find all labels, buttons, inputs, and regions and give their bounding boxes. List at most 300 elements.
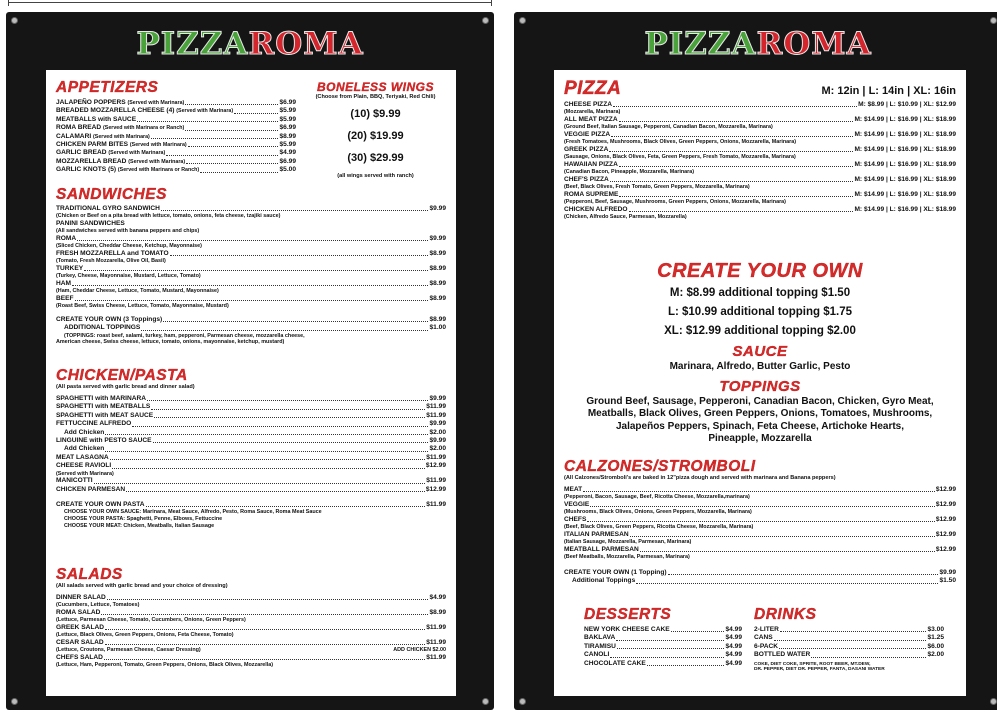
item-name (56, 124, 184, 132)
leader-dots (151, 138, 279, 139)
item-name (56, 486, 125, 494)
item-price: $8.99 (279, 132, 296, 140)
calzones-section (564, 458, 956, 586)
item-note: (Served with Marinara) (127, 100, 185, 106)
item-description: CHOOSE YOUR PASTA: Spaghetti, Penne, Elbows, Fettuccine (64, 516, 223, 523)
item-price: $9.99 (429, 420, 446, 428)
drinks-note-2: DR. PEPPER, DIET DR. PEPPER, FANTA, DASANI WATER (754, 667, 885, 673)
item-name (584, 643, 616, 651)
item-description: (Tomato, Fresh Mozzarella, Olive Oil, Basil) (56, 258, 166, 265)
pasta-row (56, 403, 446, 411)
item-price: $12.99 (935, 546, 956, 553)
item-name (754, 651, 810, 659)
menu-sheet-right (554, 70, 966, 696)
item-name (56, 609, 100, 617)
item-price: $9.99 (429, 205, 446, 212)
item-price: $12.99 (425, 485, 446, 493)
item-name (56, 454, 109, 462)
leader-dots (583, 491, 935, 492)
pizza-row (564, 131, 956, 139)
item-note: (Served with Marinara) (176, 108, 234, 115)
item-price: $2.00 (429, 445, 446, 453)
item-name (564, 516, 586, 524)
item-name (584, 634, 615, 642)
item-name-text: MEATBALLS with SAUCE (56, 115, 137, 123)
leader-dots (161, 210, 429, 211)
leader-dots (619, 196, 853, 197)
item-name (56, 205, 160, 213)
item-name-text: TIRAMISU (584, 642, 616, 650)
leader-dots (613, 106, 857, 107)
sandwich-row (56, 265, 446, 273)
leader-dots (75, 300, 429, 301)
appetizer-row (56, 124, 296, 132)
leader-dots (619, 121, 854, 122)
leader-dots (611, 136, 853, 137)
item-name (754, 634, 773, 642)
leader-dots (185, 104, 278, 105)
item-name (56, 594, 106, 602)
sandwich-group-label: PANINI SANDWICHES (56, 220, 125, 227)
item-price: $5.00 (279, 166, 296, 174)
item-name-text: LINGUINE with PESTO SAUCE (56, 437, 152, 445)
item-price: $11.99 (426, 411, 446, 419)
wings-option: (20) $19.99 (347, 130, 404, 142)
leader-dots (609, 151, 853, 152)
item-name-text: DINNER SALAD (56, 594, 106, 601)
sandwich-row (56, 235, 446, 243)
item-price: $11.99 (426, 639, 446, 646)
item-name-text: CANS (754, 634, 773, 642)
bolt-icon (482, 698, 489, 705)
dessert-row (584, 651, 742, 659)
drinks-note: COKE, DIET COKE, SPRITE, ROOT BEER, MT.DEW, (754, 661, 871, 667)
item-note: (Served with Marinara) (108, 150, 166, 157)
leader-dots (154, 417, 425, 418)
item-name-text: Add Chicken (64, 428, 105, 436)
item-price: M: $14.99 | L: $16.99 | XL: $18.99 (854, 176, 956, 183)
leader-dots (779, 648, 926, 649)
item-note: (Served with Marinara) (128, 158, 186, 165)
pasta-heading: CHICKEN/PASTA (56, 367, 188, 384)
pasta-row (56, 437, 446, 445)
leader-dots (105, 451, 428, 452)
drink-row (754, 643, 944, 651)
item-name (56, 412, 153, 420)
item-name-text: SPAGHETTI with MEATBALLS (56, 403, 151, 411)
wings-note: (all wings served with ranch) (337, 173, 414, 179)
item-name-text: ROMA BREAD (56, 124, 102, 132)
salad-row (56, 609, 446, 617)
item-name-text: MANICOTTI (56, 477, 93, 485)
item-price: M: $14.99 | L: $16.99 | XL: $18.99 (854, 161, 956, 168)
item-name-text: ITALIAN PARMESAN (564, 531, 629, 538)
leader-dots (105, 629, 425, 630)
sandwiches-heading: SANDWICHES (56, 186, 167, 203)
appetizer-row (56, 107, 296, 115)
item-name-text: MEAT (564, 486, 583, 493)
item-name (564, 176, 609, 184)
leader-dots (94, 483, 426, 484)
item-description: (Ham, Cheddar Cheese, Lettuce, Tomato, Mustard, Mayonnaise) (56, 288, 219, 295)
item-name-text: FRESH MOZZARELLA and TOMATO (56, 250, 169, 257)
leader-dots (671, 631, 725, 632)
leader-dots (647, 665, 725, 666)
item-price: $8.99 (429, 609, 446, 616)
item-price: $4.99 (279, 149, 296, 157)
item-price: $4.99 (725, 642, 742, 650)
pizza-row (564, 146, 956, 154)
drinks-section (754, 606, 944, 673)
salads-subtitle: (All salads served with garlic bread and your choice of dressing) (56, 583, 228, 589)
item-name-text: Add Chicken (64, 445, 105, 453)
item-description: (Lettuce, Ham, Pepperoni, Tomato, Green Peppers, Onions, Black Olives, Mozzarella) (56, 662, 274, 669)
wings-subtitle: (Choose from Plain, BBQ, Teriyaki, Red Chili) (315, 94, 436, 100)
sandwich-addl-row: ADDITIONAL TOPPINGS $1.00 (64, 324, 446, 332)
item-name-text: BREADED MOZZARELLA CHEESE (4) (56, 107, 175, 115)
item-name (56, 149, 165, 157)
item-name (56, 116, 136, 124)
calzone-addl-row: Additional Toppings $1.50 (572, 577, 956, 585)
item-name-text: MEAT LASAGNA (56, 453, 109, 461)
item-name (56, 639, 104, 647)
salad-row (56, 654, 446, 662)
create-price-line: M: $8.99 additional topping $1.50 (669, 287, 851, 299)
wings-heading: BONELESS WINGS (316, 80, 434, 94)
item-name (56, 654, 103, 662)
item-name (56, 158, 185, 166)
item-name (64, 445, 104, 453)
item-name (56, 166, 199, 174)
item-price: $1.25 (927, 634, 944, 642)
pizza-row (564, 206, 956, 214)
item-name-text: GREEK PIZZA (564, 146, 609, 153)
sandwich-row (56, 295, 446, 303)
item-name (564, 546, 639, 554)
item-description: (All sandwiches served with banana peppers and chips) (56, 228, 200, 235)
item-note: (Served with Marinara or Ranch) (103, 125, 185, 132)
pizza-sizes: M: 12in | L: 14in | XL: 16in (821, 85, 956, 97)
item-price: $12.99 (935, 531, 956, 538)
item-price: $8.99 (429, 295, 446, 302)
leader-dots (630, 536, 935, 537)
pizza-heading: PIZZA (564, 78, 622, 99)
item-name-text: HAWAIIAN PIZZA (564, 161, 618, 168)
drink-row (754, 651, 944, 659)
item-note: (Served with Marinara) (129, 142, 187, 149)
item-description: (Turkey, Cheese, Mayonnaise, Mustard, Lettuce, Tomato) (56, 273, 201, 280)
item-name (564, 206, 628, 214)
pizza-row (564, 161, 956, 169)
item-price: $9.99 (429, 437, 446, 445)
item-price: M: $14.99 | L: $16.99 | XL: $18.99 (854, 191, 956, 198)
drink-row (754, 626, 944, 634)
item-description: CHOOSE YOUR OWN SAUCE: Marinara, Meat Sauce, Alfredo, Pesto, Roma Sauce, Roma Meat Sauce (64, 509, 322, 516)
appetizer-row (56, 116, 296, 124)
item-name-text: TRADITIONAL GYRO SANDWICH (56, 205, 160, 212)
item-name (56, 295, 74, 303)
appetizers-heading: APPETIZERS (56, 79, 159, 96)
dessert-row (584, 634, 742, 642)
pasta-row (56, 462, 446, 470)
add-chicken-note: ADD CHICKEN $2.00 (393, 647, 446, 654)
salad-row (56, 594, 446, 602)
appetizer-row (56, 158, 296, 166)
item-price: $11.99 (426, 624, 446, 631)
item-price: $8.99 (429, 280, 446, 287)
pasta-cyo-row: CREATE YOUR OWN PASTA $11.99 (56, 501, 446, 509)
item-name (56, 437, 152, 445)
leader-dots (234, 113, 278, 114)
leader-dots (780, 631, 927, 632)
item-name-text: CALAMARI (56, 132, 92, 140)
leader-dots (107, 599, 429, 600)
drink-row (754, 634, 944, 642)
item-price: $12.99 (425, 462, 446, 470)
create-price-line: L: $10.99 additional topping $1.75 (667, 306, 853, 318)
appetizers-section (56, 79, 296, 175)
calzone-row (564, 531, 956, 539)
item-name-text: CESAR SALAD (56, 639, 104, 646)
item-description: (Cucumbers, Lettuce, Tomatoes) (56, 602, 140, 609)
pasta-row (56, 445, 446, 453)
appetizer-row (56, 141, 296, 149)
item-name-text: SPAGHETTI with MEAT SAUCE (56, 411, 154, 419)
sandwich-toppings-2: American cheese, Swiss cheese, lettuce, tomato, onions, mayonnaise, ketchup, mustard) (56, 339, 285, 346)
item-description: (Lettuce, Croutons, Parmesan Cheese, Caesar Dressing) (56, 647, 201, 654)
calzone-row (564, 516, 956, 524)
sandwich-row (56, 250, 446, 258)
item-description: (Lettuce, Black Olives, Green Peppers, Onions, Feta Cheese, Tomato) (56, 632, 234, 639)
item-name (56, 477, 93, 485)
leader-dots (101, 614, 428, 615)
leader-dots (774, 640, 927, 641)
item-name-text: FETTUCCINE ALFREDO (56, 420, 132, 428)
item-name-text: 2-LITER (754, 626, 779, 633)
item-name (584, 626, 670, 634)
item-price: $11.99 (426, 453, 446, 461)
item-name-text: BEEF (56, 295, 74, 302)
item-price: $11.99 (426, 403, 446, 411)
item-description: (Beef, Black Olives, Green Peppers, Ricotta Cheese, Mozzarella, Marinara) (564, 524, 754, 531)
desserts-heading: DESSERTS (584, 606, 672, 623)
leader-dots (112, 468, 425, 469)
salads-section (56, 566, 446, 669)
bolt-icon (990, 698, 997, 705)
leader-dots (166, 155, 278, 156)
leader-dots (811, 657, 926, 658)
item-name (754, 643, 778, 651)
item-description: (Fresh Tomatoes, Mushrooms, Black Olives, Green Peppers, Onions, Mozzarella, Marinara) (564, 139, 797, 146)
menu-board-right (514, 12, 997, 710)
item-name-text: MOZZARELLA BREAD (56, 157, 127, 165)
item-name-text: VEGGIE (564, 501, 590, 508)
item-name (564, 146, 608, 154)
item-price: $5.99 (279, 141, 296, 149)
toppings-line: Pineapple, Mozzarella (708, 433, 812, 444)
leader-dots (590, 506, 935, 507)
item-price: $5.99 (279, 107, 296, 115)
item-price: $4.99 (725, 659, 742, 667)
item-price: $8.99 (429, 250, 446, 257)
item-name (56, 265, 83, 273)
pasta-row (56, 412, 446, 420)
bolt-icon (11, 698, 18, 705)
leader-dots (104, 659, 425, 660)
item-price: $12.99 (935, 486, 956, 493)
item-name-text: VEGGIE PIZZA (564, 131, 611, 138)
item-name (564, 131, 610, 139)
calzone-row (564, 501, 956, 509)
calzone-row (564, 546, 956, 554)
sandwich-toppings: (TOPPINGS: roast beef, salami, turkey, ham, pepperoni, Parmesan cheese, mozzarella cheese, (64, 332, 305, 339)
item-name (564, 161, 618, 169)
item-name (584, 660, 646, 668)
item-name-text: NEW YORK CHEESE CAKE (584, 626, 670, 633)
drinks-heading: DRINKS (754, 606, 817, 623)
pizza-row (564, 101, 956, 109)
item-name (56, 141, 187, 149)
item-name-text: BOTTLED WATER (754, 651, 811, 659)
pizza-roma-logo: PIZZAROMA (644, 26, 872, 62)
item-name (56, 395, 146, 403)
pasta-row (56, 395, 446, 403)
item-name (56, 107, 233, 115)
leader-dots (84, 270, 428, 271)
item-name-text: CHEESE PIZZA (564, 101, 612, 108)
leader-dots (72, 285, 428, 286)
item-price: $11.99 (426, 477, 446, 485)
bolt-icon (11, 17, 18, 24)
pasta-section (56, 367, 446, 529)
salads-heading: SALADS (56, 566, 123, 583)
bolt-icon (482, 17, 489, 24)
item-price: $6.00 (927, 642, 944, 650)
item-name (564, 486, 582, 494)
bolt-icon (519, 698, 526, 705)
item-name (56, 250, 169, 258)
item-name-text: CHEESE RAVIOLI (56, 462, 112, 470)
pasta-row (56, 429, 446, 437)
leader-dots (610, 181, 854, 182)
item-name-text: GARLIC BREAD (56, 149, 107, 157)
toppings-line: Ground Beef, Sausage, Pepperoni, Canadian Bacon, Chicken, Gyro Meat, (586, 395, 934, 407)
item-price: M: $14.99 | L: $16.99 | XL: $18.99 (854, 116, 956, 123)
pasta-row (56, 477, 446, 485)
item-price: $2.00 (927, 651, 944, 659)
menu-sheet-left (46, 70, 456, 696)
leader-dots (110, 459, 426, 460)
salad-row (56, 639, 446, 647)
item-name (56, 624, 104, 632)
leader-dots (147, 400, 428, 401)
item-name (56, 133, 150, 141)
leader-dots (619, 166, 854, 167)
item-name-text: BAKLAVA (584, 634, 616, 642)
item-description: (Mozzarella, Marinara) (564, 109, 621, 116)
toppings-line: Meatballs, Black Olives, Green Peppers, Onions, Tomatoes, Mushrooms, (587, 408, 933, 419)
leader-dots (629, 211, 854, 212)
wings-option: (10) $9.99 (350, 108, 401, 120)
item-price: $4.99 (725, 626, 742, 633)
item-name-text: ROMA SUPREME (564, 191, 619, 198)
leader-dots (610, 657, 724, 658)
salad-row (56, 624, 446, 632)
leader-dots (185, 130, 278, 131)
pasta-row (56, 454, 446, 462)
item-description: (Beef, Black Olives, Fresh Tomato, Green Peppers, Mozzarella, Marinara) (564, 184, 750, 191)
item-description: CHOOSE YOUR MEAT: Chicken, Meatballs, Italian Sausage (64, 522, 215, 529)
leader-dots (151, 409, 425, 410)
item-name (564, 531, 629, 539)
item-name-text: ROMA (56, 235, 77, 242)
item-description: (Mushrooms, Black Olives, Onions, Green Peppers, Mozzarella, Marinara) (564, 509, 752, 516)
item-name-text: 6-PACK (754, 642, 779, 650)
item-name (56, 403, 150, 411)
item-note: (Served with Marinara) (93, 133, 150, 140)
dessert-row (584, 626, 742, 634)
calzones-heading: CALZONES/STROMBOLI (564, 458, 756, 475)
item-name-text: CHICKEN PARM BITES (56, 141, 129, 149)
item-name (754, 626, 779, 634)
item-name (584, 651, 609, 659)
desserts-section (584, 606, 742, 668)
leader-dots (132, 426, 428, 427)
pizza-row (564, 116, 956, 124)
leader-dots (616, 640, 724, 641)
create-heading: CREATE YOUR OWN (657, 260, 863, 282)
dessert-row (584, 643, 742, 651)
item-name (64, 429, 104, 437)
item-price: $6.99 (279, 99, 296, 106)
item-name (564, 501, 589, 509)
leader-dots (587, 521, 934, 522)
calzone-row (564, 486, 956, 494)
leader-dots (188, 146, 279, 147)
sauce-list: Marinara, Alfredo, Butter Garlic, Pesto (669, 361, 851, 372)
calzone-cyo-row: CREATE YOUR OWN (1 Topping) $9.99 (564, 569, 956, 576)
item-description: (Roast Beef, Swiss Cheese, Lettuce, Tomato, Mayonnaise, Mustard) (56, 303, 229, 310)
item-name (56, 99, 184, 107)
item-price: M: $14.99 | L: $16.99 | XL: $18.99 (854, 146, 956, 153)
item-price: $4.99 (429, 594, 446, 601)
item-price: $9.99 (429, 395, 446, 402)
leader-dots (640, 551, 935, 552)
pasta-row (56, 486, 446, 494)
pizza-section (564, 78, 956, 221)
item-price: M: $14.99 | L: $16.99 | XL: $18.99 (854, 131, 956, 138)
leader-dots (77, 240, 428, 241)
bolt-icon (519, 17, 526, 24)
item-name-text: CHEF'S PIZZA (564, 176, 609, 183)
dimension-line (8, 2, 492, 8)
item-price: $12.99 (935, 501, 956, 508)
item-name (56, 235, 76, 243)
item-name-text: CHOCOLATE CAKE (584, 659, 646, 667)
appetizer-row (56, 133, 296, 141)
item-name-text: CHEFS SALAD (56, 654, 103, 661)
item-price: $3.00 (927, 626, 944, 633)
leader-dots (186, 163, 278, 164)
item-price: $4.99 (725, 634, 742, 642)
item-name-text: ROMA SALAD (56, 609, 101, 616)
item-description: (Lettuce, Parmesan Cheese, Tomato, Cucumbers, Onions, Green Peppers) (56, 617, 246, 624)
item-description: (Pepperoni, Beef, Sausage, Mushrooms, Green Peppers, Onions, Mozzarella, Marinara) (564, 199, 786, 206)
item-name-text: CHICKEN ALFREDO (564, 206, 628, 213)
salad-desc-with-addon (56, 647, 446, 654)
item-price: $9.99 (429, 235, 446, 242)
item-name (564, 101, 612, 109)
